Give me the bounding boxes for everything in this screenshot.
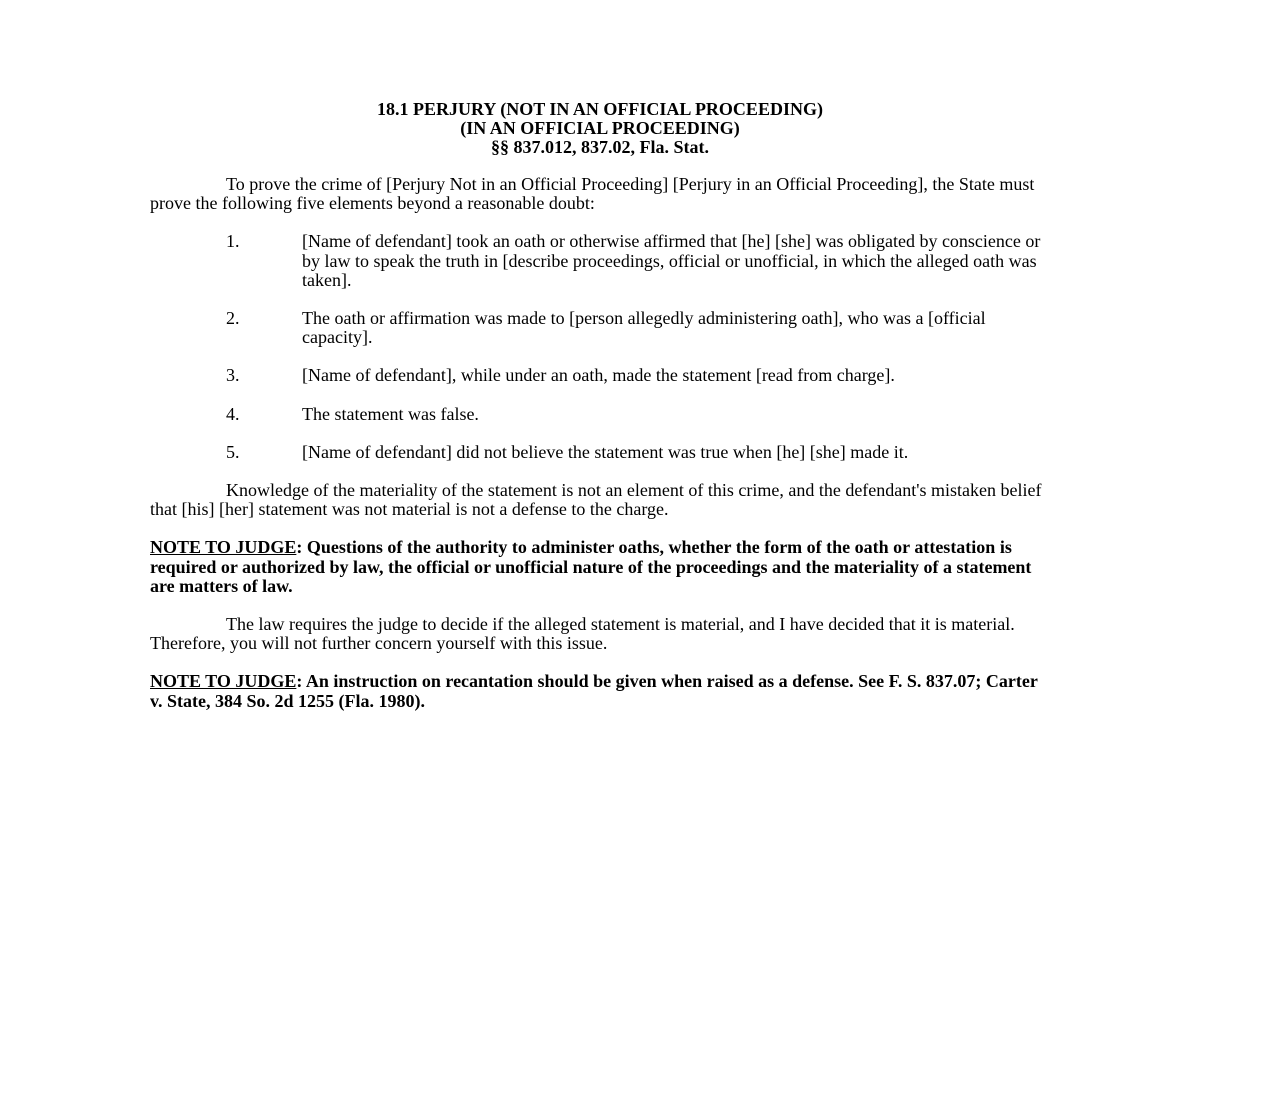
element-number: 5. <box>226 441 240 462</box>
note-to-judge-1 <box>150 538 1050 596</box>
note-to-judge-2 <box>150 672 1050 710</box>
element-number: 4. <box>226 403 240 424</box>
element-text: The oath or affirmation was made to [person allegedly administering oath], who was a [official capacity]. <box>302 308 986 348</box>
element-item <box>150 405 1050 424</box>
element-text: The statement was false. <box>302 403 479 424</box>
element-item <box>150 366 1050 385</box>
note-text: : An instruction on recantation should be given when raised as a defense. See F. S. 837.07; Carter v. State, 384 So. 2d 1255 (Fla. 1980). <box>150 671 1038 711</box>
title-block <box>150 100 1050 157</box>
element-text: [Name of defendant] did not believe the statement was true when [he] [she] made it. <box>302 441 909 462</box>
element-number: 3. <box>226 365 240 386</box>
element-item <box>150 309 1050 347</box>
statute-citation: §§ 837.012, 837.02, Fla. Stat. <box>491 137 709 157</box>
element-text: [Name of defendant], while under an oath, made the statement [read from charge]. <box>302 365 895 386</box>
note-label: NOTE TO JUDGE <box>150 671 297 692</box>
intro-paragraph: To prove the crime of [Perjury Not in an Official Proceeding] [Perjury in an Official Proceeding], the State must prove the following five elements beyond a reasonable doubt: <box>150 174 1035 214</box>
element-item <box>150 443 1050 462</box>
document-page <box>150 100 1050 711</box>
title-line-2: (IN AN OFFICIAL PROCEEDING) <box>460 118 740 138</box>
elements-list <box>150 232 1050 462</box>
element-item <box>150 232 1050 290</box>
title-line-1: 18.1 PERJURY (NOT IN AN OFFICIAL PROCEEDING) <box>377 99 823 119</box>
element-number: 2. <box>226 308 240 329</box>
note-text: : Questions of the authority to administer oaths, whether the form of the oath or attestation is required or authorized by law, the official or unofficial nature of the proceedings and the materiality of a statement are matters of law. <box>150 537 1032 596</box>
materiality-paragraph: The law requires the judge to decide if the alleged statement is material, and I have decided that it is material. Therefore, you will not further concern yourself with this issue. <box>150 614 1015 654</box>
element-text: [Name of defendant] took an oath or otherwise affirmed that [he] [she] was obligated by conscience or by law to speak the truth in [describe proceedings, official or unofficial, in which the alleged oath was taken]. <box>302 231 1041 290</box>
knowledge-paragraph: Knowledge of the materiality of the statement is not an element of this crime, and the defendant's mistaken belief that [his] [her] statement was not material is not a defense to the charge. <box>150 480 1042 520</box>
note-label: NOTE TO JUDGE <box>150 537 297 558</box>
element-number: 1. <box>226 231 240 252</box>
